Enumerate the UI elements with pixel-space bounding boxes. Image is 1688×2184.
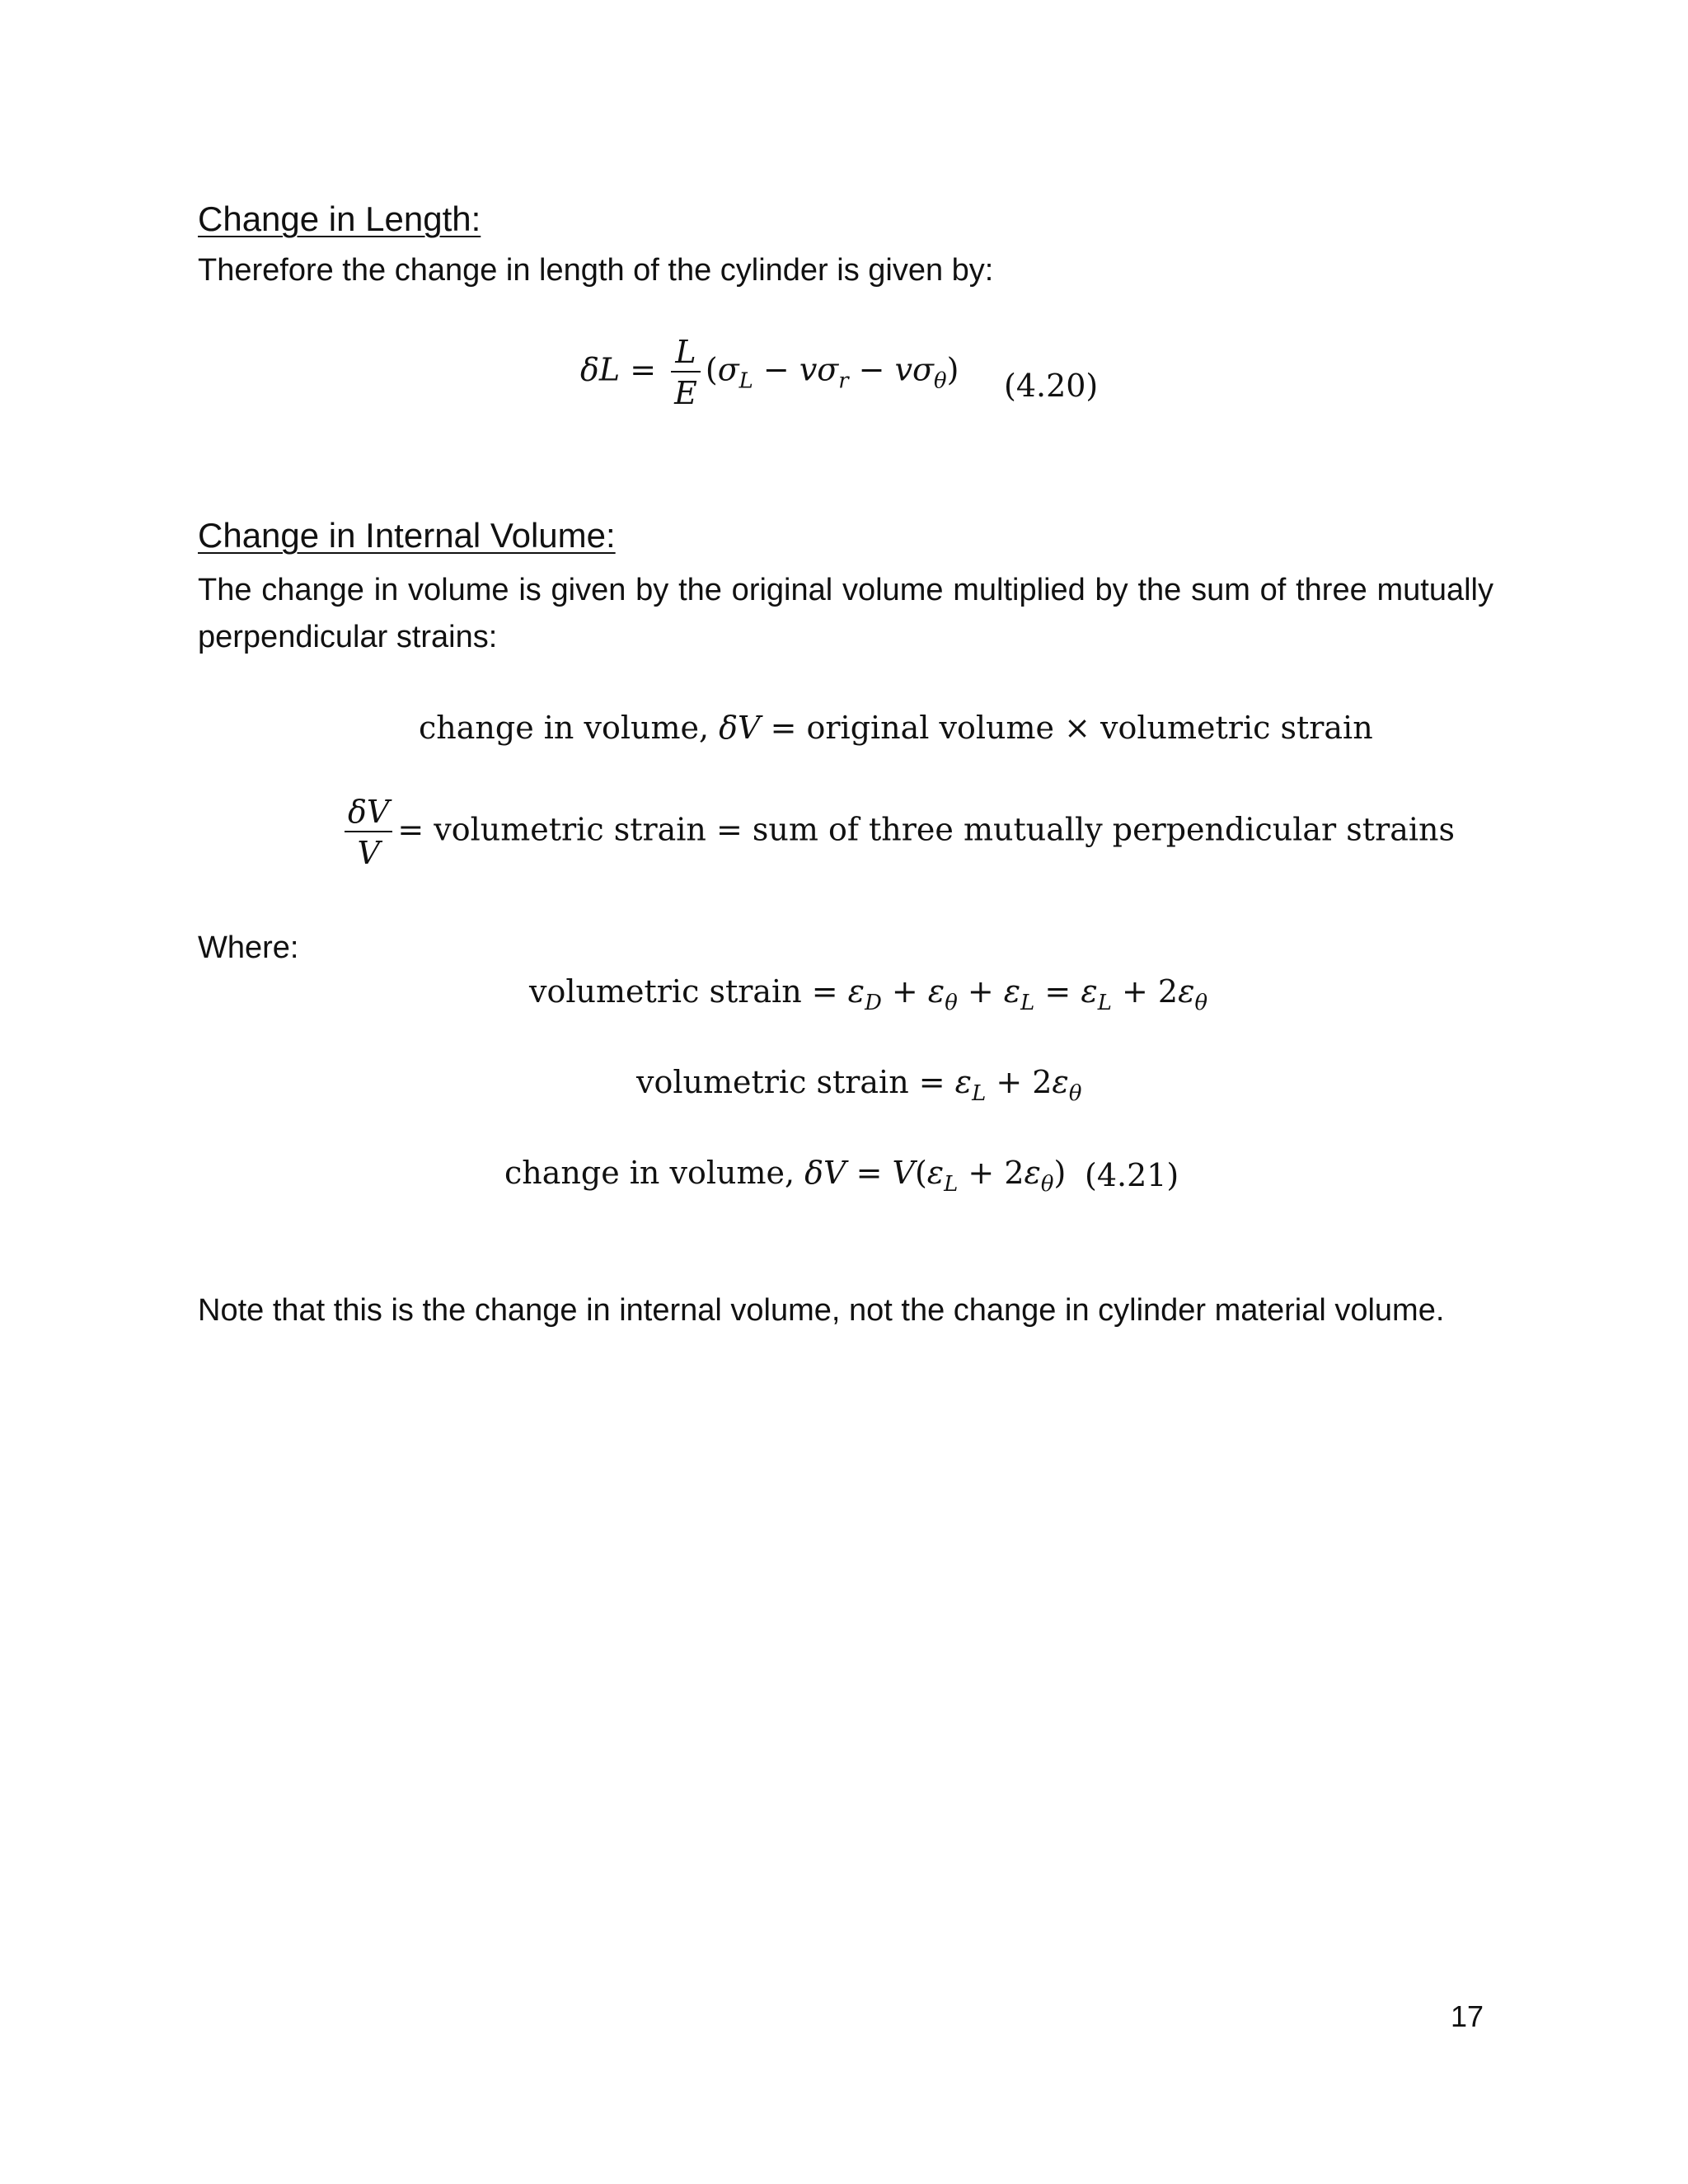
- eq4-lhs-text: volumetric strain: [636, 1064, 909, 1100]
- eq1-rhs-text: = original volume × volumetric strain: [770, 710, 1373, 746]
- equation-volume-definition: change in volume, δV = original volume × volumetric strain: [419, 710, 1373, 746]
- section-heading-change-in-internal-volume: Change in Internal Volume:: [198, 516, 616, 555]
- equation-number-4-20: (4.20): [1004, 368, 1099, 404]
- eq5-lhs-text: change in volume,: [504, 1155, 795, 1191]
- length-intro-paragraph: Therefore the change in length of the cylinder is given by:: [198, 253, 994, 288]
- page-number: 17: [1451, 1999, 1484, 2033]
- eq1-lhs-text: change in volume,: [419, 710, 710, 746]
- fraction-l-over-e: $\frac{L}{E}$: [671, 336, 701, 409]
- eq3-lhs-text: volumetric strain: [529, 973, 802, 1010]
- section-heading-change-in-length: Change in Length:: [198, 199, 481, 238]
- equation-change-in-volume: change in volume, $\delta V = V(\varepsilon_L + 2\varepsilon_\theta)$: [504, 1155, 1067, 1197]
- where-label: Where:: [198, 930, 299, 965]
- fraction-dv-over-v: $\frac{\delta V}{V}$: [345, 796, 392, 869]
- equation-volumetric-strain-ratio: [340, 796, 1455, 869]
- eq2-rhs-text: = volumetric strain = sum of three mutually perpendicular strains: [397, 811, 1456, 848]
- equation-volumetric-strain-sum: volumetric strain = $\varepsilon_D + \varepsilon_\theta + \varepsilon_L = \varepsilon_L + 2\varepsilon_\theta$: [529, 973, 1208, 1016]
- note-paragraph: Note that this is the change in internal volume, not the change in cylinder material volume.: [198, 1293, 1445, 1328]
- equation-change-in-length: δL = $\frac{L}{E}$ $(\sigma_L - v\sigma_r - v\sigma_\theta)$: [580, 334, 959, 411]
- equation-volumetric-strain-simplified: volumetric strain = $\varepsilon_L + 2\varepsilon_\theta$: [636, 1064, 1082, 1107]
- equation-number-4-21: (4.21): [1085, 1157, 1179, 1193]
- volume-intro-paragraph: The change in volume is given by the original volume multiplied by the sum of three mutually perpendicular strains:: [198, 573, 1493, 654]
